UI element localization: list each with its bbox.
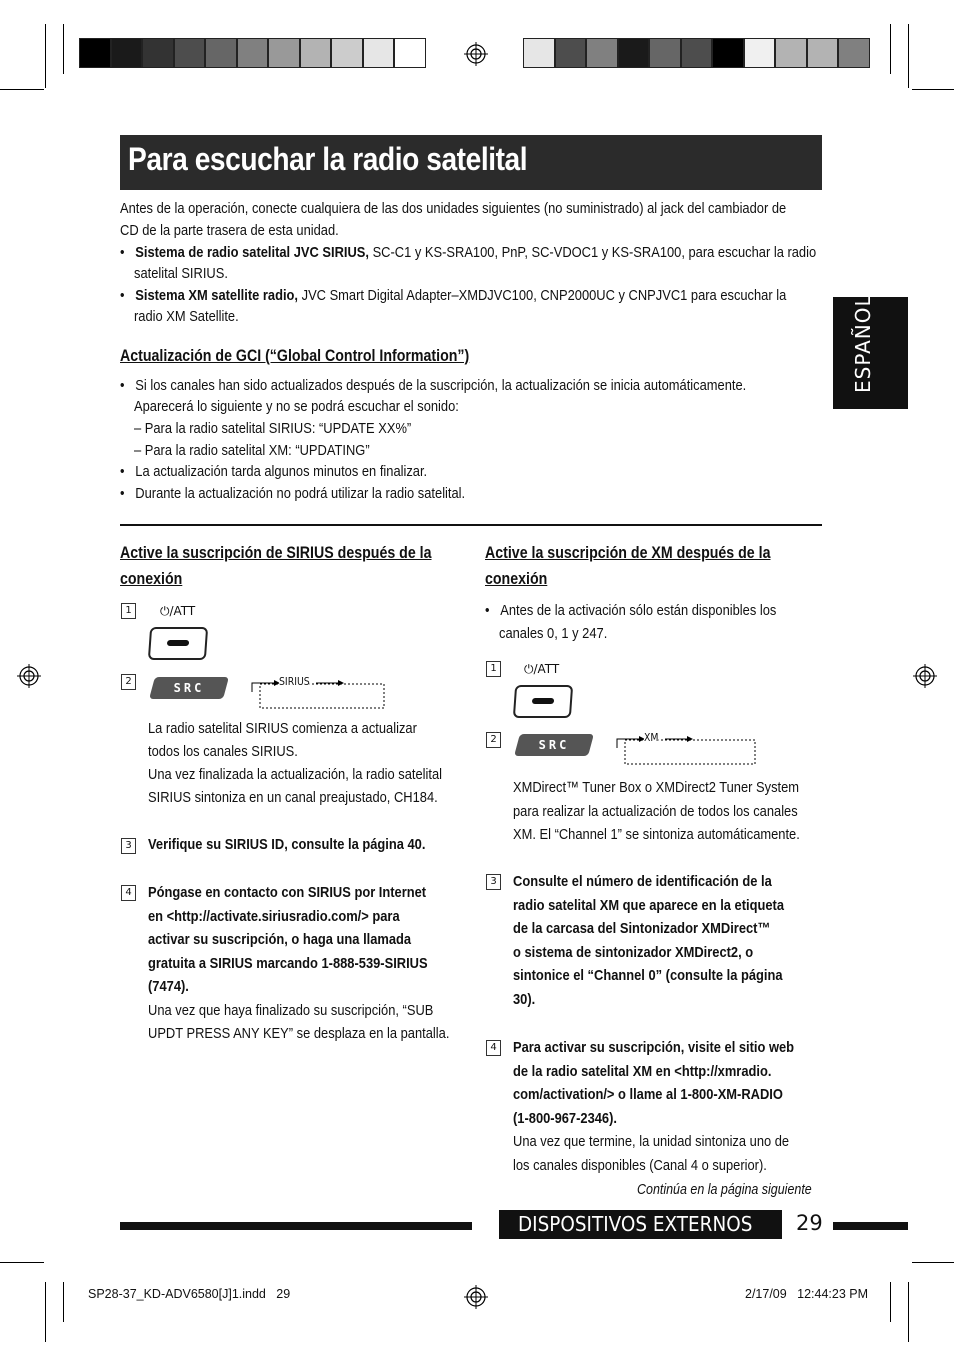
intro-bullet-cont: satelital SIRIUS. (134, 265, 228, 282)
gci-text: Aparecerá lo siguiente y no se podrá escuchar el sonido: (134, 398, 459, 415)
crop-mark (908, 24, 909, 88)
crop-mark (45, 1282, 46, 1342)
text-line: los canales disponibles (Canal 4 o superior). (513, 1156, 767, 1174)
page-number: 29 (796, 1211, 823, 1235)
footer-bar-right (833, 1222, 908, 1230)
att-label: ⏻/ATT (160, 604, 196, 618)
color-swatch (174, 38, 206, 68)
intro-bullet: • Sistema XM satellite radio, JVC Smart Digital Adapter–XMDJVC100, CNP2000UC y CNPJVC1 para escuchar la (120, 287, 787, 304)
display-flow-icon (250, 674, 386, 710)
text-line: Una vez finalizada la actualización, la radio satelital (148, 766, 442, 783)
src-label: SRC (538, 738, 570, 752)
color-swatch-strip-right (523, 38, 870, 70)
step-number: 3 (121, 838, 136, 854)
color-swatch (268, 38, 300, 68)
color-swatch (838, 38, 870, 68)
xm-pre-text: canales 0, 1 y 247. (499, 625, 608, 642)
crop-mark (890, 1282, 891, 1322)
color-swatch (111, 38, 143, 68)
gci-bullet: • Durante la actualización no podrá utilizar la radio satelital. (120, 485, 466, 502)
xm-heading: Active la suscripción de XM después de la (485, 544, 771, 562)
gci-bullet: • La actualización tarda algunos minutos en finalizar. (120, 463, 428, 480)
xm-step3-text (513, 870, 784, 1011)
color-swatch (331, 38, 363, 68)
xm-heading: conexión (485, 570, 548, 588)
intro-bullet: • Sistema de radio satelital JVC SIRIUS, SC-C1 y KS-SRA100, PnP, SC-VDOC1 y KS-SRA100, para escuchar la radio (120, 244, 817, 261)
gci-heading: Actualización de GCI (“Global Control Information”) (120, 347, 470, 365)
text-line: XMDirect™ Tuner Box o XMDirect2 Tuner System (513, 779, 800, 796)
text-line: 30). (513, 990, 536, 1008)
bullet-bold: Sistema XM satellite radio, (135, 287, 299, 304)
text-line: com/activation/> o llame al 1-800-XM-RADIO (513, 1086, 783, 1103)
print-date: 2/17/09 12:44:23 PM (745, 1287, 869, 1301)
crop-mark (890, 24, 891, 74)
src-button-icon (149, 677, 229, 699)
crop-mark (63, 24, 64, 74)
language-tab (833, 294, 908, 409)
xm-step4-text (513, 1036, 794, 1177)
text-line: Antes de la activación sólo están disponibles los (500, 602, 777, 619)
text-line: todos los canales SIRIUS. (148, 743, 298, 760)
xm-step2-text (513, 776, 800, 847)
gci-dash-item: – Para la radio satelital SIRIUS: “UPDATE XX%” (134, 420, 412, 437)
text-line: o sistema de sintonizador XMDirect2, o (513, 943, 754, 961)
color-swatch-strip-left (79, 38, 426, 70)
step-number: 2 (486, 732, 501, 748)
color-swatch (142, 38, 174, 68)
file-info: SP28-37_KD-ADV6580[J]1.indd 29 (88, 1287, 291, 1301)
section-divider (120, 524, 822, 526)
att-button-icon (148, 627, 208, 660)
step-number: 3 (486, 874, 501, 890)
footer-bar-left (120, 1222, 472, 1230)
text-line: de la carcasa del Sintonizador XMDirect™ (513, 920, 771, 937)
att-button-icon (513, 685, 573, 718)
continues-note: Continúa en la página siguiente (637, 1182, 812, 1198)
text-line: sintonice el “Channel 0” (consulte la página (513, 967, 783, 984)
text-line: SIRIUS sintoniza en un canal preajustado, CH184. (148, 789, 438, 806)
crop-mark (908, 1282, 909, 1342)
src-button-icon (514, 734, 594, 756)
color-swatch (363, 38, 395, 68)
crop-mark (912, 89, 954, 90)
sirius-heading: Active la suscripción de SIRIUS después de la (120, 544, 432, 562)
text-line: en <http://activate.siriusradio.com/> para (148, 907, 400, 925)
color-swatch (807, 38, 839, 68)
display-flow-icon (615, 730, 757, 766)
crop-mark (0, 1262, 44, 1263)
registration-mark-icon (464, 1285, 488, 1309)
display-label: SIRIUS (279, 675, 310, 688)
section-label-box (499, 1210, 782, 1239)
sirius-step3-text: Verifique su SIRIUS ID, consulte la página 40. (148, 836, 426, 853)
att-label: ⏻/ATT (524, 662, 560, 676)
crop-mark (912, 1262, 954, 1263)
step-number: 4 (121, 885, 136, 901)
text-line: activar su suscripción, o haga una llamada (148, 931, 412, 948)
page-title: Para escuchar la radio satelital (128, 141, 528, 177)
step-number: 4 (486, 1040, 501, 1056)
color-swatch (681, 38, 713, 68)
gci-dash-item: – Para la radio satelital XM: “UPDATING” (134, 442, 370, 459)
color-swatch (586, 38, 618, 68)
text-line: de la radio satelital XM en <http://xmradio. (513, 1062, 772, 1080)
color-swatch (775, 38, 807, 68)
xm-pre-bullet: • Antes de la activación sólo están disponibles los (485, 602, 777, 619)
crop-mark (45, 24, 46, 88)
registration-mark-icon (17, 664, 41, 688)
text-line: La radio satelital SIRIUS comienza a actualizar (148, 720, 417, 737)
text-line: Consulte el número de identificación de la (513, 873, 772, 890)
color-swatch (237, 38, 269, 68)
text-line: radio satelital XM que aparece en la etiqueta (513, 896, 785, 914)
title-bar (120, 135, 822, 190)
gci-text: Si los canales han sido actualizados después de la suscripción, la actualización se inicia automáticamente. (135, 377, 747, 394)
color-swatch (555, 38, 587, 68)
intro-line: CD de la parte trasera de esta unidad. (120, 222, 339, 239)
gci-text: La actualización tarda algunos minutos en finalizar. (135, 463, 428, 480)
sirius-step4-text (148, 881, 449, 1046)
intro-bullet-cont: radio XM Satellite. (134, 308, 239, 325)
step-number: 1 (121, 603, 136, 619)
text-line: Una vez que haya finalizado su suscripción, “SUB (148, 1001, 434, 1019)
color-swatch (523, 38, 555, 68)
text-line: XM. El “Channel 1” se sintoniza automáticamente. (513, 826, 800, 843)
bullet-text: SC-C1 y KS-SRA100, PnP, SC-VDOC1 y KS-SRA100, para escuchar la radio (368, 244, 817, 261)
bullet-text: JVC Smart Digital Adapter–XMDJVC100, CNP2000UC y CNPJVC1 para escuchar la (298, 287, 787, 304)
registration-mark-icon (913, 664, 937, 688)
crop-mark (63, 1282, 64, 1322)
sirius-heading: conexión (120, 570, 183, 588)
text-line: gratuita a SIRIUS marcando 1-888-539-SIRIUS (148, 954, 428, 972)
registration-mark-icon (464, 42, 488, 66)
src-label: SRC (173, 681, 205, 695)
text-line: UPDT PRESS ANY KEY” se desplaza en la pantalla. (148, 1025, 450, 1042)
color-swatch (300, 38, 332, 68)
text-line: Una vez que termine, la unidad sintoniza uno de (513, 1133, 790, 1150)
color-swatch (394, 38, 426, 68)
text-line: para realizar la actualización de todos los canales (513, 802, 798, 820)
gci-bullet: • Si los canales han sido actualizados después de la suscripción, la actualización se inicia automáticamente. (120, 377, 747, 394)
bullet-bold: Sistema de radio satelital JVC SIRIUS, (135, 244, 369, 261)
crop-mark (0, 89, 44, 90)
color-swatch (79, 38, 111, 68)
step-number: 2 (121, 674, 136, 690)
gci-text: Durante la actualización no podrá utilizar la radio satelital. (135, 485, 466, 502)
text-line: Póngase en contacto con SIRIUS por Internet (148, 884, 427, 901)
section-label: DISPOSITIVOS EXTERNOS (518, 1212, 753, 1236)
color-swatch (618, 38, 650, 68)
intro-line: Antes de la operación, conecte cualquiera de las dos unidades siguientes (no suministrado) al jack del cambiador de (120, 200, 787, 217)
color-swatch (205, 38, 237, 68)
step-number: 1 (486, 661, 501, 677)
color-swatch (712, 38, 744, 68)
color-swatch (744, 38, 776, 68)
text-line: Para activar su suscripción, visite el sitio web (513, 1039, 795, 1056)
color-swatch (649, 38, 681, 68)
text-line: (1-800-967-2346). (513, 1109, 617, 1127)
language-tab-label: ESPAÑOL (851, 294, 875, 393)
sirius-step2-text (148, 717, 442, 809)
text-line: (7474). (148, 978, 189, 995)
display-label: XM (644, 731, 659, 744)
